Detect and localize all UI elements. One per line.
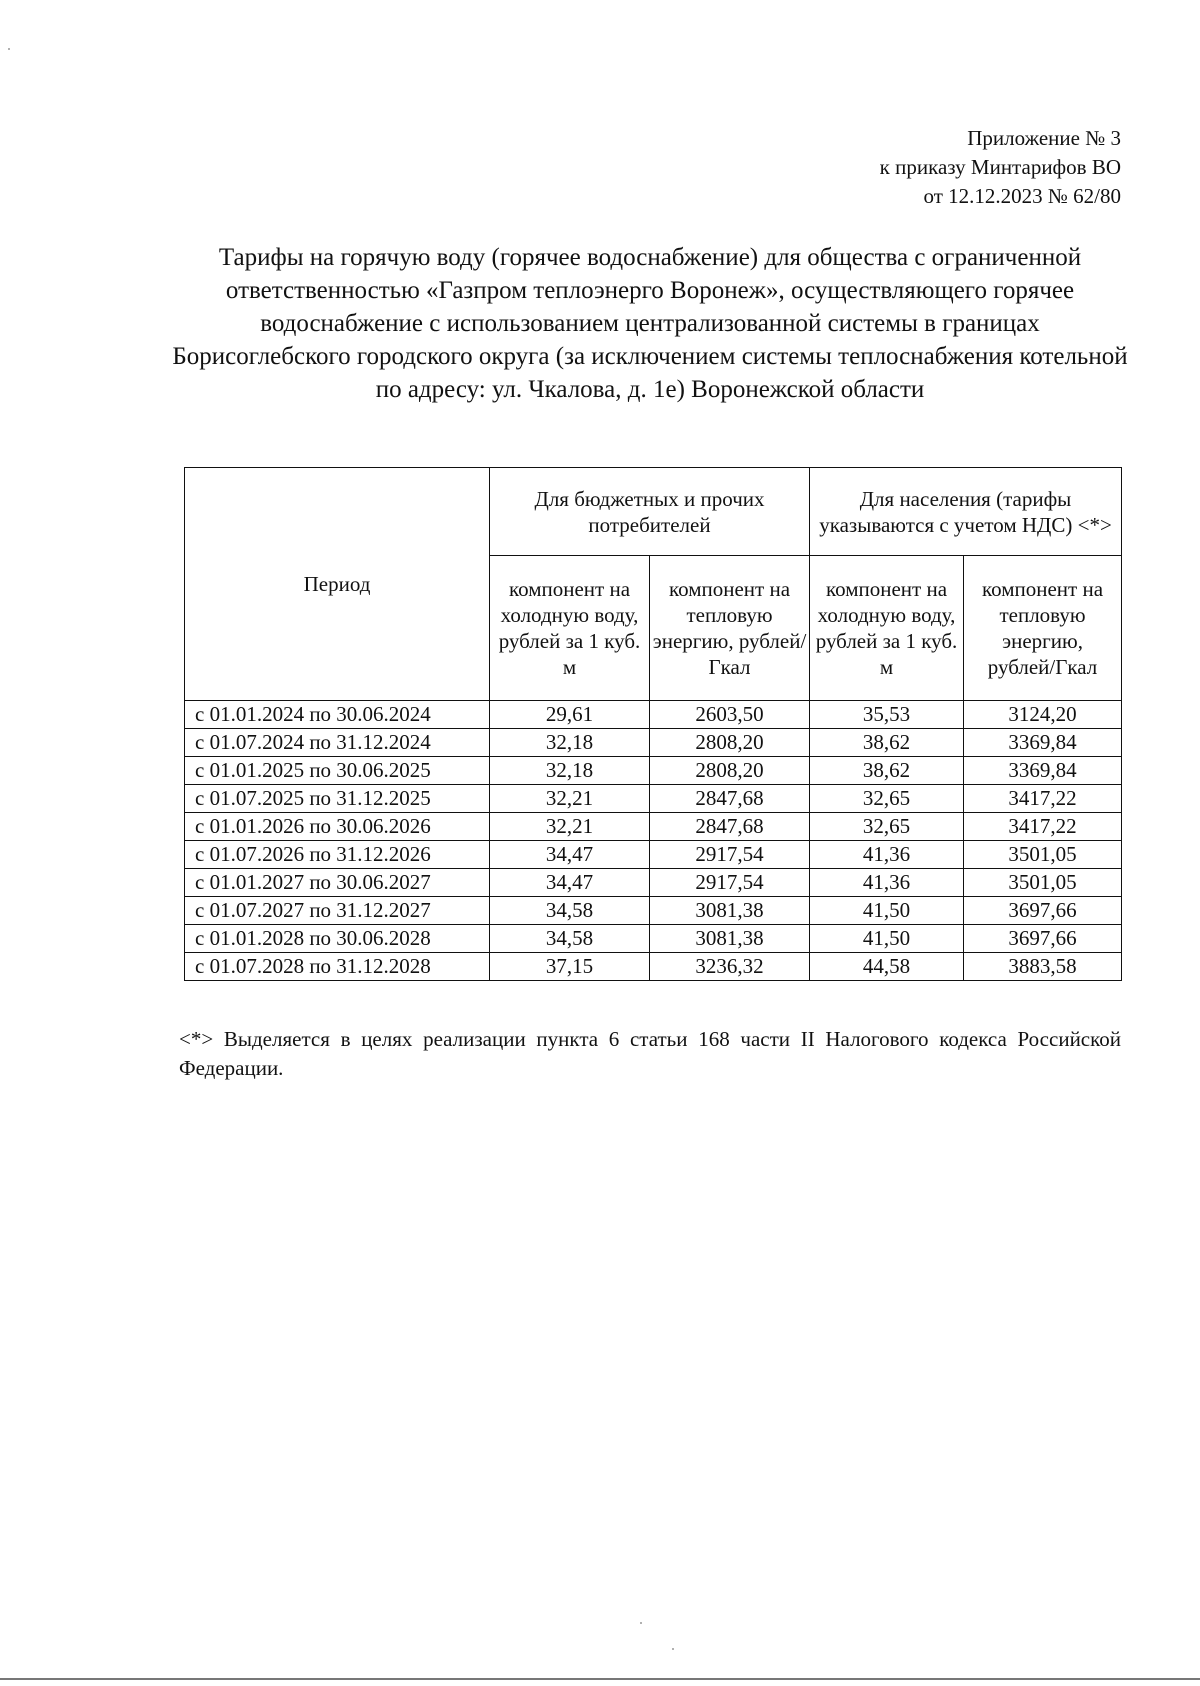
budget-cold-water-value: 34,58: [490, 925, 650, 953]
population-header: Для населения (тарифы указываются с учетом НДС) <*>: [810, 468, 1122, 556]
document-title: Тарифы на горячую воду (горячее водоснабжение) для общества с ограниченной ответственностью «Газпром теплоэнерго Воронеж», осуществляющего горячее водоснабжение с использованием централизованной системы в границах Борисоглебского городского округа (за исключением системы теплоснабжения котельной по адресу: ул. Чкалова, д. 1е) Воронежской области: [172, 244, 1128, 403]
appendix-order-date: от 12.12.2023 № 62/80: [923, 184, 1121, 208]
scan-edge-line: [0, 1678, 1200, 1680]
population-cold-water-value: 41,50: [810, 925, 964, 953]
budget-heat-energy-value: 2917,54: [650, 869, 810, 897]
table-row: [185, 701, 1122, 729]
budget-cold-water-value: 34,58: [490, 897, 650, 925]
appendix-header: [880, 124, 1121, 211]
row-period: с 01.07.2026 по 31.12.2026: [185, 841, 490, 869]
period-header: Период: [185, 468, 490, 701]
budget-consumers-header: Для бюджетных и прочих потребителей: [490, 468, 810, 556]
budget-heat-energy-value: 2847,68: [650, 813, 810, 841]
population-heat-energy-value: 3369,84: [964, 757, 1122, 785]
row-period: с 01.07.2027 по 31.12.2027: [185, 897, 490, 925]
table-row: [185, 841, 1122, 869]
population-heat-energy-value: 3369,84: [964, 729, 1122, 757]
population-cold-water-value: 38,62: [810, 757, 964, 785]
budget-heat-energy-header: компонент на тепловую энергию, рублей/Гкал: [650, 556, 810, 701]
tariff-table: [184, 467, 1122, 981]
population-cold-water-value: 35,53: [810, 701, 964, 729]
budget-cold-water-value: 32,21: [490, 785, 650, 813]
table-row: [185, 813, 1122, 841]
tariff-table-body: [185, 701, 1122, 981]
row-period: с 01.07.2024 по 31.12.2024: [185, 729, 490, 757]
population-cold-water-value: 41,36: [810, 841, 964, 869]
table-row: [185, 869, 1122, 897]
row-period: с 01.01.2025 по 30.06.2025: [185, 757, 490, 785]
population-heat-energy-value: 3124,20: [964, 701, 1122, 729]
population-cold-water-value: 38,62: [810, 729, 964, 757]
budget-cold-water-value: 32,21: [490, 813, 650, 841]
appendix-number: Приложение № 3: [967, 126, 1121, 150]
budget-cold-water-value: 34,47: [490, 869, 650, 897]
population-cold-water-value: 41,36: [810, 869, 964, 897]
budget-heat-energy-value: 2808,20: [650, 729, 810, 757]
budget-heat-energy-value: 2847,68: [650, 785, 810, 813]
population-heat-energy-value: 3697,66: [964, 925, 1122, 953]
population-cold-water-value: 32,65: [810, 813, 964, 841]
budget-cold-water-header: компонент на холодную воду, рублей за 1 куб. м: [490, 556, 650, 701]
population-heat-energy-value: 3417,22: [964, 813, 1122, 841]
budget-heat-energy-value: 3236,32: [650, 953, 810, 981]
table-row: [185, 729, 1122, 757]
table-row: [185, 953, 1122, 981]
population-cold-water-value: 44,58: [810, 953, 964, 981]
row-period: с 01.07.2028 по 31.12.2028: [185, 953, 490, 981]
budget-heat-energy-value: 2603,50: [650, 701, 810, 729]
budget-cold-water-value: 32,18: [490, 757, 650, 785]
budget-cold-water-value: 29,61: [490, 701, 650, 729]
table-row: [185, 897, 1122, 925]
appendix-order-reference: к приказу Минтарифов ВО: [879, 155, 1121, 179]
budget-heat-energy-value: 3081,38: [650, 925, 810, 953]
population-heat-energy-value: 3501,05: [964, 869, 1122, 897]
population-heat-energy-value: 3883,58: [964, 953, 1122, 981]
budget-cold-water-value: 37,15: [490, 953, 650, 981]
population-heat-energy-value: 3417,22: [964, 785, 1122, 813]
row-period: с 01.01.2027 по 30.06.2027: [185, 869, 490, 897]
population-heat-energy-header: компонент на тепловую энергию, рублей/Гкал: [964, 556, 1122, 701]
population-cold-water-header: компонент на холодную воду, рублей за 1 куб. м: [810, 556, 964, 701]
row-period: с 01.01.2026 по 30.06.2026: [185, 813, 490, 841]
population-heat-energy-value: 3501,05: [964, 841, 1122, 869]
population-cold-water-value: 32,65: [810, 785, 964, 813]
population-heat-energy-value: 3697,66: [964, 897, 1122, 925]
table-row: [185, 785, 1122, 813]
scan-speck: [640, 1622, 642, 1624]
row-period: с 01.07.2025 по 31.12.2025: [185, 785, 490, 813]
budget-cold-water-value: 34,47: [490, 841, 650, 869]
table-row: [185, 757, 1122, 785]
budget-cold-water-value: 32,18: [490, 729, 650, 757]
row-period: с 01.01.2024 по 30.06.2024: [185, 701, 490, 729]
scan-speck: [8, 48, 10, 50]
budget-heat-energy-value: 3081,38: [650, 897, 810, 925]
footnote: <*> Выделяется в целях реализации пункта 6 статьи 168 части II Налогового кодекса Российской Федерации.: [179, 1027, 1121, 1080]
row-period: с 01.01.2028 по 30.06.2028: [185, 925, 490, 953]
scan-speck: [672, 1648, 674, 1650]
table-row: [185, 925, 1122, 953]
budget-heat-energy-value: 2808,20: [650, 757, 810, 785]
population-cold-water-value: 41,50: [810, 897, 964, 925]
budget-heat-energy-value: 2917,54: [650, 841, 810, 869]
